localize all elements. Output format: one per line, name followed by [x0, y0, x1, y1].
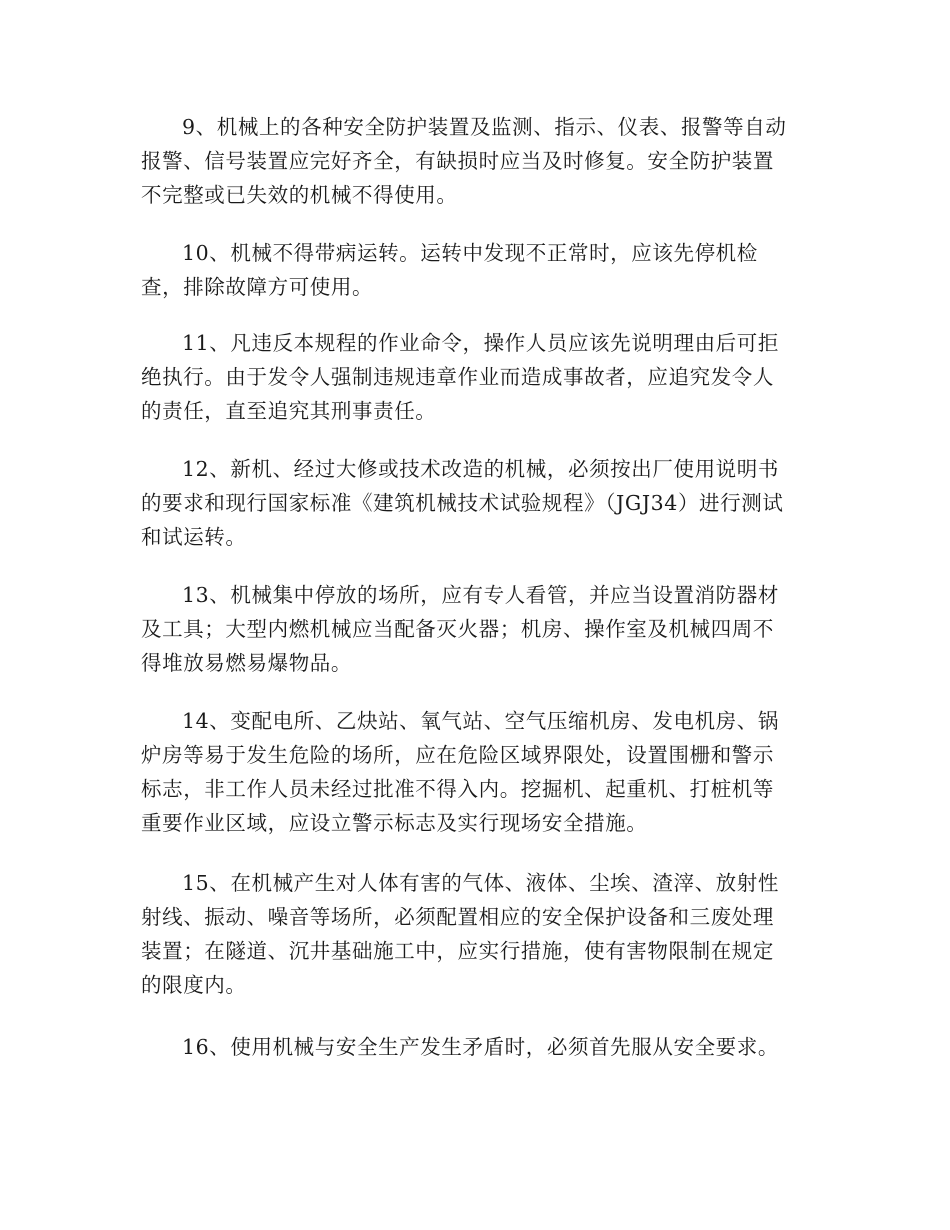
paragraph-line: 9、机械上的各种安全防护装置及监测、指示、仪表、报警等自动 [182, 115, 787, 139]
paragraph-line: 10、机械不得带病运转。运转中发现不正常时，应该先停机检 [182, 241, 758, 265]
paragraph-line: 报警、信号装置应完好齐全，有缺损时应当及时修复。安全防护装置 [141, 149, 774, 173]
paragraph-line: 炉房等易于发生危险的场所，应在危险区域界限处，设置围栅和警示 [141, 743, 774, 767]
paragraph-15 [141, 866, 821, 1002]
paragraph-line: 12、新机、经过大修或技术改造的机械，必须按出厂使用说明书 [182, 457, 779, 481]
paragraph-line: 重要作业区域，应设立警示标志及实行现场安全措施。 [141, 811, 648, 835]
paragraph-line: 的责任，直至追究其刑事责任。 [141, 399, 437, 423]
paragraph-line: 装置；在隧道、沉井基础施工中，应实行措施，使有害物限制在规定 [141, 939, 774, 963]
paragraph-line: 的限度内。 [141, 973, 247, 997]
paragraph-line: 不完整或已失效的机械不得使用。 [141, 183, 458, 207]
paragraph-line: 标志，非工作人员未经过批准不得入内。挖掘机、起重机、打桩机等 [141, 777, 774, 801]
paragraph-14 [141, 704, 821, 840]
paragraph-line: 14、变配电所、乙炔站、氧气站、空气压缩机房、发电机房、锅 [182, 709, 779, 733]
paragraph-line: 射线、振动、噪音等场所，必须配置相应的安全保护设备和三废处理 [141, 905, 774, 929]
paragraph-13 [141, 578, 821, 680]
paragraph-line: 查，排除故障方可使用。 [141, 275, 374, 299]
paragraph-line: 绝执行。由于发令人强制违规违章作业而造成事故者，应追究发令人 [141, 365, 774, 389]
paragraph-line: 13、机械集中停放的场所，应有专人看管，并应当设置消防器材 [182, 583, 779, 607]
paragraph-line: 和试运转。 [141, 525, 247, 549]
paragraph-9 [141, 110, 821, 212]
paragraph-16 [141, 1030, 821, 1064]
paragraph-12 [141, 452, 821, 554]
paragraph-11 [141, 326, 821, 428]
paragraph-line: 15、在机械产生对人体有害的气体、液体、尘埃、渣滓、放射性 [182, 871, 779, 895]
paragraph-line: 得堆放易燃易爆物品。 [141, 651, 352, 675]
paragraph-line: 的要求和现行国家标准《建筑机械技术试验规程》（JGJ34）进行测试 [141, 491, 784, 515]
paragraph-line: 16、使用机械与安全生产发生矛盾时，必须首先服从安全要求。 [182, 1035, 779, 1059]
paragraph-line: 11、凡违反本规程的作业命令，操作人员应该先说明理由后可拒 [182, 331, 779, 355]
paragraph-line: 及工具；大型内燃机械应当配备灭火器；机房、操作室及机械四周不 [141, 617, 774, 641]
paragraph-10 [141, 236, 821, 304]
